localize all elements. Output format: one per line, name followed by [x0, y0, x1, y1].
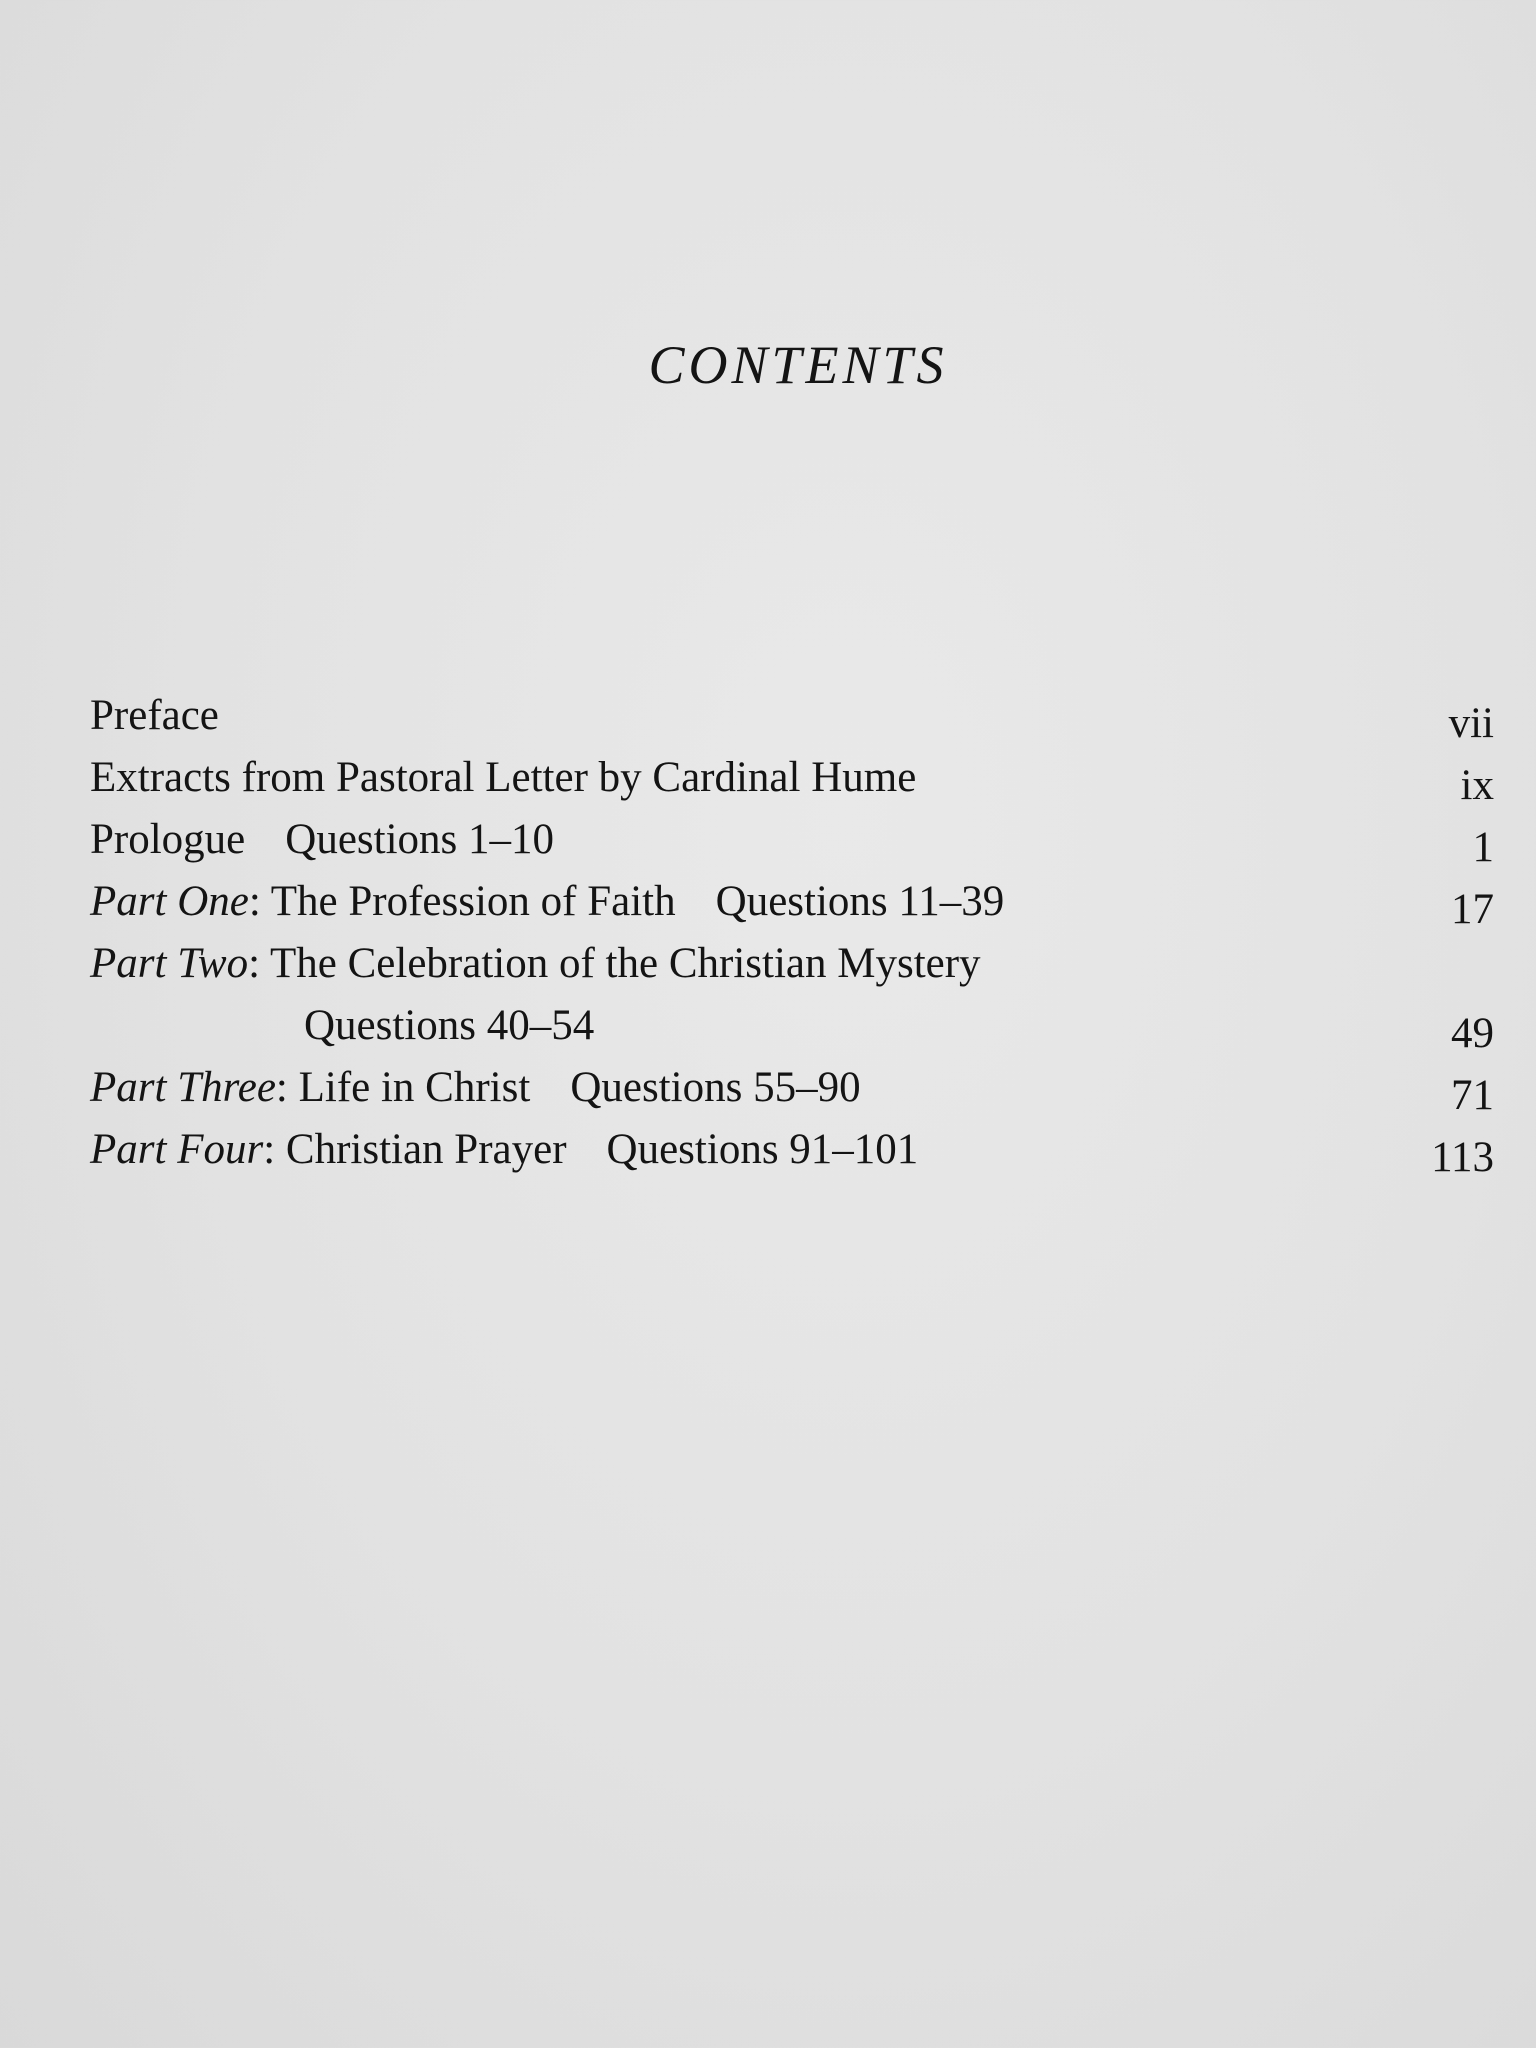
toc-entry-label-group — [90, 1057, 861, 1119]
toc-entry-questions: Questions 1–10 — [285, 816, 555, 863]
toc-entry-preface — [90, 685, 1494, 747]
toc-entry-label-group — [90, 1119, 918, 1181]
toc-entry-part-four — [90, 1119, 1494, 1181]
toc-page-number: vii — [1448, 700, 1494, 747]
toc-entry-questions: Questions 40–54 — [304, 1002, 595, 1049]
toc-entry-part-three — [90, 1057, 1494, 1119]
toc-page-number: 1 — [1472, 824, 1494, 871]
toc-part-label: Part Two — [90, 940, 249, 987]
toc-part-title: : The Celebration of the Christian Mystery — [248, 940, 981, 987]
toc-part-label: Part Four — [90, 1126, 264, 1173]
toc-page-number: ix — [1460, 762, 1494, 809]
toc-part-title: : Life in Christ — [275, 1064, 531, 1111]
toc-entry-part-two — [90, 933, 1494, 1057]
page-title: CONTENTS — [648, 335, 948, 395]
toc-entry-label: Prologue — [90, 816, 246, 863]
toc-page-number: 49 — [1451, 1010, 1494, 1057]
toc-part-label: Part Three — [90, 1064, 276, 1111]
toc-entry-questions: Questions 91–101 — [606, 1126, 919, 1173]
toc-entry-questions: Questions 11–39 — [715, 878, 1005, 925]
toc-page-number: 113 — [1431, 1134, 1494, 1181]
toc-entry-label-group — [90, 871, 1004, 933]
toc-part-label: Part One — [90, 878, 249, 925]
toc-page-number: 71 — [1451, 1072, 1494, 1119]
toc-entry-label: Preface — [90, 692, 219, 739]
toc-entry-prologue — [90, 809, 1494, 871]
toc-page-number: 17 — [1451, 886, 1494, 933]
toc-entry-questions: Questions 55–90 — [570, 1064, 861, 1111]
table-of-contents — [90, 685, 1494, 1181]
toc-entry-label: Extracts from Pastoral Letter by Cardinal Hume — [90, 754, 917, 801]
toc-entry-extracts — [90, 747, 1494, 809]
toc-part-title: : The Profession of Faith — [248, 878, 676, 925]
toc-entry-label-group — [90, 809, 554, 871]
toc-part-title: : Christian Prayer — [263, 1126, 567, 1173]
toc-entry-label-group — [90, 933, 981, 995]
toc-entry-part-one — [90, 871, 1494, 933]
